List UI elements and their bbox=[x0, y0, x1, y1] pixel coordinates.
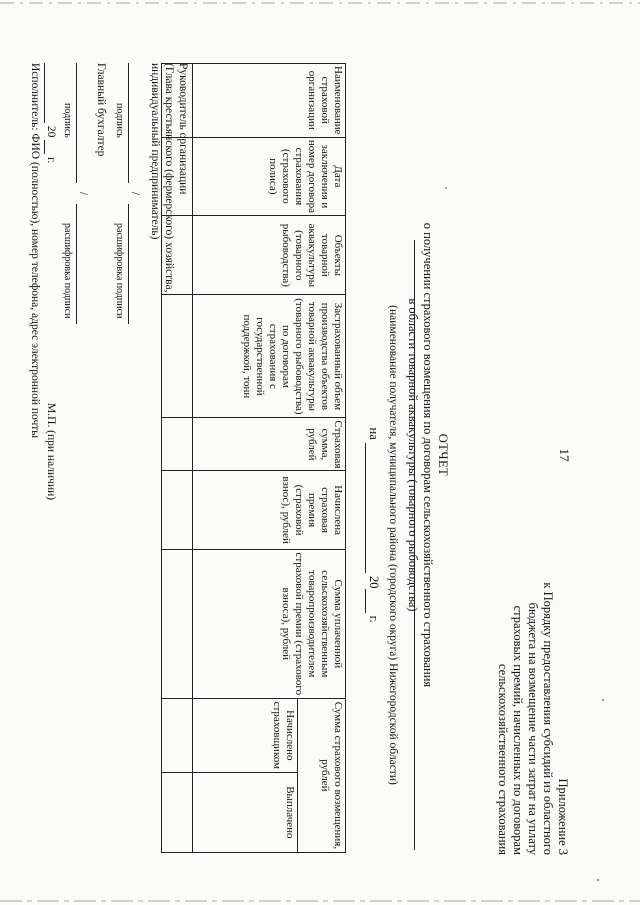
table-cell[interactable] bbox=[162, 549, 193, 698]
table-cell[interactable] bbox=[162, 772, 193, 852]
footer-date-year: 20 bbox=[45, 125, 57, 138]
head-label: индивидуальный предприниматель) bbox=[149, 63, 161, 240]
decode-caption: расшифровка подписи bbox=[114, 223, 125, 319]
date-prefix: на bbox=[367, 427, 381, 440]
head-label: (Глава крестьянского (фермерского) хозяйства, bbox=[163, 63, 175, 293]
decode-caption: расшифровка подписи bbox=[62, 223, 73, 319]
signature-caption: подпись bbox=[114, 103, 125, 138]
accountant-decode-field[interactable] bbox=[76, 204, 89, 324]
accountant-signature-field[interactable] bbox=[76, 63, 89, 183]
report-subtitle: о получении страхового возмещения по договорам сельскохозяйственного страхования bbox=[421, 222, 435, 688]
signature-caption: подпись bbox=[62, 103, 73, 138]
col-header-insured-volume: Застрахованный объем производства объектов товарной аквакультуры (товарного рыбоводства) по договорам страхования с государственной поддержкой, тонн bbox=[193, 295, 346, 418]
appendix-block bbox=[495, 75, 570, 855]
appendix-line: к Порядку предоставления субсидий из областного bbox=[541, 582, 555, 855]
report-date-line bbox=[365, 215, 381, 835]
appendix-line: страховых премий, начисленных по договорам bbox=[511, 605, 525, 855]
table-cell[interactable] bbox=[162, 698, 193, 772]
date-year-field bbox=[365, 589, 381, 613]
head-label: Руководитель организации bbox=[177, 63, 189, 195]
table-cell[interactable] bbox=[162, 295, 193, 418]
appendix-label: Приложение 3 bbox=[556, 778, 570, 855]
date-suffix: г. bbox=[367, 615, 381, 623]
stamp-label: М.П. (при наличии) bbox=[45, 403, 57, 501]
footer-date-field[interactable] bbox=[44, 63, 57, 123]
col-header-premium-charged: Начислена страховая премия (страховой взнос), рублей bbox=[193, 471, 346, 549]
slash: / bbox=[129, 191, 141, 196]
col-header-insurer: Наименование страховой организации bbox=[193, 64, 346, 138]
col-subheader-accrued: Начислено страховщиком bbox=[193, 698, 298, 772]
col-header-contract-date: Дата заключения и номер договора страхования (страхового полиса) bbox=[193, 137, 346, 216]
col-subheader-paid: Выплачено bbox=[193, 772, 298, 852]
table-cell[interactable] bbox=[162, 418, 193, 471]
accountant-label: Главный бухгалтер bbox=[95, 63, 107, 157]
col-header-premium-paid: Сумма уплаченной сельскохозяйственным товаропроизводителем страховой премии (страхового взноса), рублей bbox=[193, 549, 346, 698]
page-number: 17 bbox=[557, 448, 572, 462]
appendix-line: бюджета на возмещение части затрат на уплату bbox=[526, 602, 540, 855]
head-decode-field[interactable] bbox=[128, 204, 141, 324]
slash: / bbox=[77, 191, 89, 196]
table-cell[interactable] bbox=[162, 471, 193, 549]
recipient-caption: (наименование получателя, муниципального района (городского округа) Нижегородской области) bbox=[387, 305, 399, 785]
head-signature-field[interactable] bbox=[128, 63, 141, 183]
date-year: 20 bbox=[367, 576, 381, 589]
col-header-aquaculture-objects: Объекты товарной аквакультуры (товарного рыбоводства) bbox=[193, 216, 346, 295]
footer-date-row bbox=[44, 63, 58, 163]
footer-date-suffix: г. bbox=[45, 157, 57, 164]
report-subtitle: в области товарной аквакультуры (товарного рыбоводства) bbox=[406, 298, 420, 612]
head-signature-row bbox=[128, 63, 142, 324]
appendix-line: сельскохозяйственного страхования bbox=[496, 663, 510, 855]
footer-year-field[interactable] bbox=[44, 140, 57, 154]
executor-label: Исполнитель: ФИО (полностью), номер телефона, адрес электронной почты bbox=[29, 63, 41, 439]
col-header-sum-insured: Страховая сумма, рублей bbox=[193, 418, 346, 471]
recipient-line bbox=[400, 240, 415, 850]
col-header-compensation: Сумма страхового возмещения, рублей bbox=[297, 698, 345, 852]
report-title: ОТЧЕТ bbox=[436, 433, 450, 477]
accountant-signature-row bbox=[76, 63, 90, 324]
date-day-month-field bbox=[365, 443, 381, 573]
recipient-block bbox=[385, 235, 415, 855]
document-page bbox=[12, 55, 572, 855]
